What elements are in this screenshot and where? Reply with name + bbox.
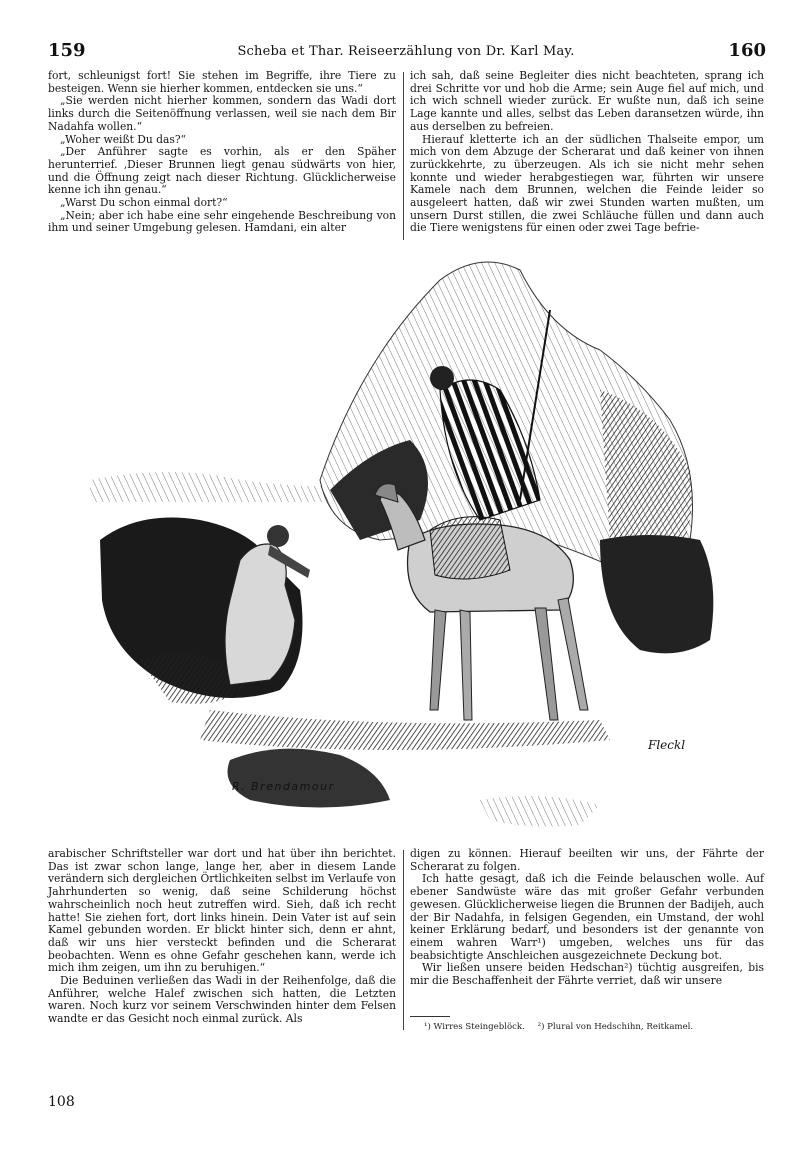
paragraph: fort, schleunigst fort! Sie stehen im Begriffe, ihre Tiere zu besteigen. Wenn sie hierher kommen, entdecken sie uns.“ <box>48 69 396 95</box>
column-bottom-right <box>410 848 764 988</box>
paragraph: digen zu können. Hierauf beeilten wir uns, der Fährte der Scherarat zu folgen. <box>410 847 764 873</box>
column-divider-top <box>403 72 404 240</box>
paragraph: arabischer Schriftsteller war dort und hat über ihn berichtet. Das ist zwar schon lange, lange her, aber in diesem Lande verändern sich dergleichen Örtlichkeiten selbst im Verlaufe von Jahrhunderten so wenig, daß seine Schilderung höchst wahrscheinlich noch heut zutreffen wird. Sieh, daß ich recht hatte! Sie ziehen fort, dort links hinein. Dein Vater ist auf sein Kamel gebunden worden. Er blickt hinter sich, denn er ahnt, daß wir uns hier versteckt befinden und die Scherarat beobachten. Wenn es ohne Gefahr geschehen kann, werde ich mich ihm zeigen, um ihn zu beruhigen.“ <box>48 847 396 975</box>
paragraph: Hierauf kletterte ich an der südlichen Thalseite empor, um mich von dem Abzuge der Scherarat und daß keiner von ihnen zurückkehrte, zu überzeugen. Als ich sie nicht mehr sehen konnte und wieder herabgestiegen war, führten wir unsere Kamele nach dem Brunnen, welchen die Feinde leider so ausgeleert hatten, daß wir zwei Stunden warten mußten, um unsern Durst stillen, die zwei Schläuche füllen und dann auch die Tiere wenigstens für einen oder zwei Tage befrie- <box>410 132 764 235</box>
paragraph: Die Beduinen verließen das Wadi in der Reihenfolge, daß die Anführer, welche Halef zwischen sich hatten, die Letzten waren. Noch kurz vor seinem Verschwinden hinter dem Felsen wandte er das Gesicht noch einmal zurück. Als <box>48 974 396 1026</box>
column-top-left <box>48 70 396 235</box>
dark-rock-right <box>600 535 713 653</box>
camel-leg <box>430 610 446 710</box>
camel-leg <box>460 610 472 720</box>
running-header <box>46 40 766 66</box>
footnotes <box>424 1022 764 1033</box>
paragraph: Ich hatte gesagt, daß ich die Feinde belauschen wolle. Auf ebener Sandwüste wäre das mit großer Gefahr verbunden gewesen. Glücklicherweise liegen die Brunnen der Badijeh, auch der Bir Nadahfa, in felsigen Gegenden, ein Umstand, der wohl keiner Erklärung bedarf, und besonders ist der genannte von einem wahren Warr¹) umgeben, welches uns für das beabsichtigte Anschleichen ausgezeichnete Deckung bot. <box>410 872 764 962</box>
kneeling-figure-head <box>267 525 289 547</box>
left-page-number: 159 <box>48 40 86 61</box>
rider-head <box>430 366 454 390</box>
paragraph: Wir ließen unsere beiden Hedschan²) tüchtig ausgreifen, bis mir die Beschaffenheit der Fährte verriet, daß wir unsere <box>410 961 764 988</box>
camel-leg <box>535 608 558 720</box>
paragraph: „Sie werden nicht hierher kommen, sondern das Wadi dort links durch die Seitenöffnung verlassen, weil sie nach dem Bir Nadahfa wollen.“ <box>48 94 396 133</box>
engraving-illustration <box>80 240 730 835</box>
artist-signature-left: R. Brendamour <box>232 780 335 793</box>
running-title: Scheba et Thar. Reiseerzählung von Dr. Karl May. <box>237 44 575 59</box>
paragraph: ich sah, daß seine Begleiter dies nicht beachteten, sprang ich drei Schritte vor und hob die Arme; sein Auge fiel auf mich, und ich wich schnell wieder zurück. Er wußte nun, daß ich seine Lage kannte und alles, selbst das Leben daransetzen würde, ihn aus derselben zu befreien. <box>410 69 764 133</box>
foreground-stones <box>480 796 600 827</box>
footnote-divider <box>410 1016 450 1017</box>
column-bottom-left <box>48 848 396 1026</box>
right-page-number: 160 <box>728 40 766 61</box>
footnote-2: ²) Plural von Hedschihn, Reitkamel. <box>537 1022 694 1032</box>
column-divider-bottom <box>403 850 404 1030</box>
folio-number: 108 <box>48 1094 75 1110</box>
camel-leg <box>558 598 588 710</box>
saddle-blanket <box>430 517 510 579</box>
column-top-right <box>410 70 764 235</box>
foreground-rock <box>228 749 391 808</box>
desert-scene-engraving <box>80 240 730 835</box>
distant-dunes <box>90 472 360 502</box>
paragraph: „Warst Du schon einmal dort?“ <box>60 196 228 210</box>
ground-shadow <box>200 710 610 750</box>
paragraph: „Nein; aber ich habe eine sehr eingehende Beschreibung von ihm und seiner Umgebung gelesen. Hamdani, ein alter <box>48 208 396 235</box>
footnote-1: ¹) Wirres Steingeblöck. <box>424 1022 525 1032</box>
paragraph: „Der Anführer sagte es vorhin, als er den Späher herunterrief. ‚Dieser Brunnen liegt genau südwärts von hier, und die Öffnung zeigt nach dieser Richtung. Glücklicherweise kenne ich ihn genau.“ <box>48 145 396 197</box>
artist-signature-right: Fleckl <box>648 738 686 752</box>
paragraph: „Woher weißt Du das?“ <box>60 132 187 146</box>
